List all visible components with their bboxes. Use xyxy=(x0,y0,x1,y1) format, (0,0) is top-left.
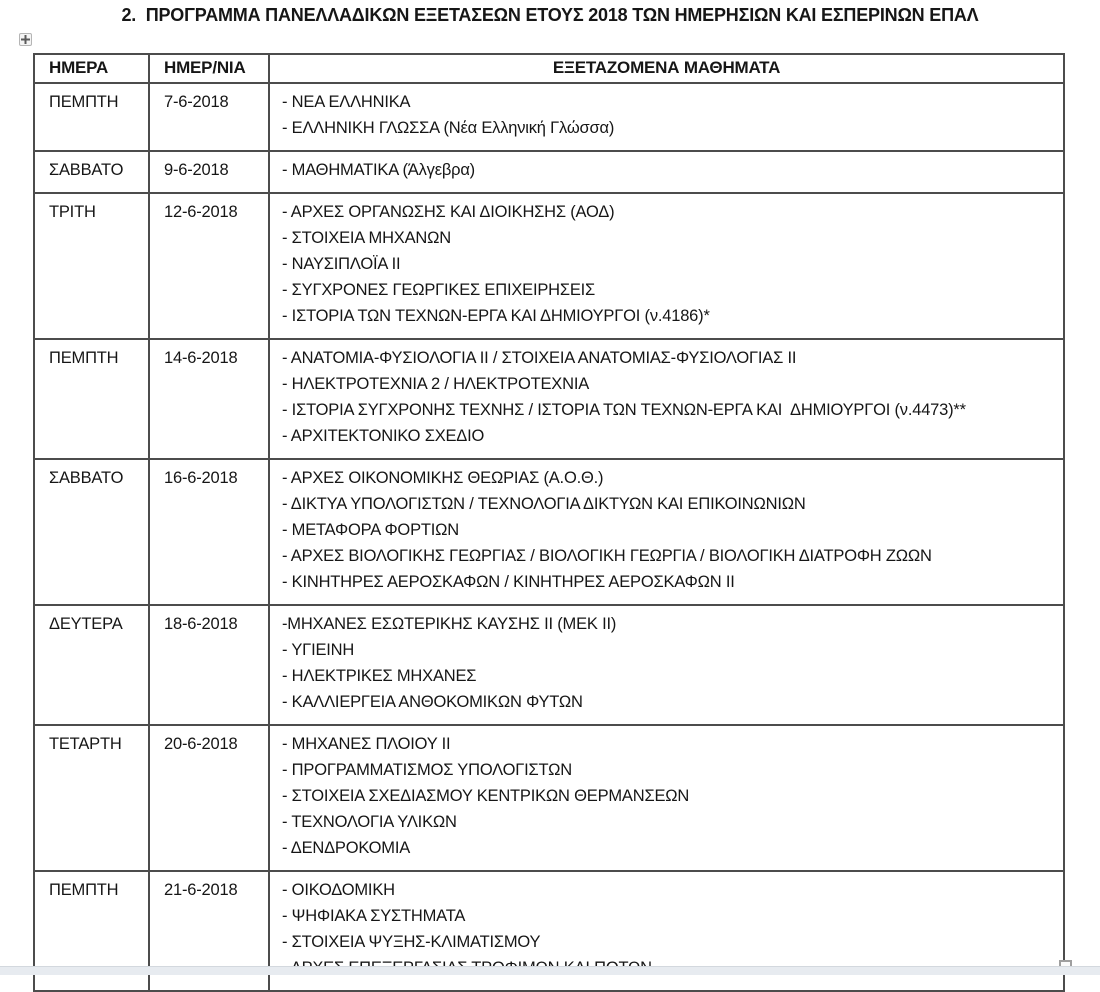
subject-line: - ΑΡΧΕΣ ΒΙΟΛΟΓΙΚΗΣ ΓΕΩΡΓΙΑΣ / ΒΙΟΛΟΓΙΚΗ ΓΕΩΡΓΙΑ / ΒΙΟΛΟΓΙΚΗ ΔΙΑΤΡΟΦΗ ΖΩΩΝ xyxy=(282,547,932,565)
subject-line: - ΣΤΟΙΧΕΙΑ ΜΗΧΑΝΩΝ xyxy=(282,229,451,247)
subject-line: - ΜΕΤΑΦΟΡΑ ΦΟΡΤΙΩΝ xyxy=(282,521,459,539)
subject-line: - ΑΡΧΕΣ ΟΡΓΑΝΩΣΗΣ ΚΑΙ ΔΙΟΙΚΗΣΗΣ (ΑΟΔ) xyxy=(282,203,615,221)
header-date: ΗΜΕΡ/ΝΙΑ xyxy=(149,54,269,83)
table-row xyxy=(34,151,1064,193)
day-cell: ΠΕΜΠΤΗ xyxy=(34,339,149,459)
subject-line: - ΙΣΤΟΡΙΑ ΤΩΝ ΤΕΧΝΩΝ-ΕΡΓΑ ΚΑΙ ΔΗΜΙΟΥΡΓΟΙ (ν.4186)* xyxy=(282,307,710,325)
header-day: ΗΜΕΡΑ xyxy=(34,54,149,83)
table-row xyxy=(34,193,1064,339)
subject-line: - ΣΤΟΙΧΕΙΑ ΣΧΕΔΙΑΣΜΟΥ ΚΕΝΤΡΙΚΩΝ ΘΕΡΜΑΝΣΕΩΝ xyxy=(282,787,690,805)
date-cell: 7-6-2018 xyxy=(149,83,269,151)
subject-line: - ΣΥΓΧΡΟΝΕΣ ΓΕΩΡΓΙΚΕΣ ΕΠΙΧΕΙΡΗΣΕΙΣ xyxy=(282,281,596,299)
subject-line: -ΜΗΧΑΝΕΣ ΕΣΩΤΕΡΙΚΗΣ ΚΑΥΣΗΣ ΙΙ (ΜΕΚ ΙΙ) xyxy=(282,615,617,633)
horizontal-scrollbar-track[interactable] xyxy=(0,966,1100,975)
day-cell: ΔΕΥΤΕΡΑ xyxy=(34,605,149,725)
subjects-cell xyxy=(269,459,1064,605)
day-cell: ΣΑΒΒΑΤΟ xyxy=(34,151,149,193)
table-row xyxy=(34,725,1064,871)
table-row xyxy=(34,459,1064,605)
date-cell: 21-6-2018 xyxy=(149,871,269,991)
day-cell: ΤΕΤΑΡΤΗ xyxy=(34,725,149,871)
subject-line: - ΝΕΑ ΕΛΛΗΝΙΚΑ xyxy=(282,93,411,111)
subject-line: - ΠΡΟΓΡΑΜΜΑΤΙΣΜΟΣ ΥΠΟΛΟΓΙΣΤΩΝ xyxy=(282,761,572,779)
date-cell: 20-6-2018 xyxy=(149,725,269,871)
subjects-cell xyxy=(269,151,1064,193)
subject-line: - ΤΕΧΝΟΛΟΓΙΑ ΥΛΙΚΩΝ xyxy=(282,813,457,831)
subject-line: - ΑΡΧΙΤΕΚΤΟΝΙΚΟ ΣΧΕΔΙΟ xyxy=(282,427,485,445)
subject-line: - ΣΤΟΙΧΕΙΑ ΨΥΞΗΣ-ΚΛΙΜΑΤΙΣΜΟΥ xyxy=(282,933,541,951)
day-cell: ΠΕΜΠΤΗ xyxy=(34,83,149,151)
day-cell: ΣΑΒΒΑΤΟ xyxy=(34,459,149,605)
move-cross-icon xyxy=(21,31,30,49)
subjects-cell xyxy=(269,339,1064,459)
header-row xyxy=(34,54,1064,83)
subject-line: - ΔΙΚΤΥΑ ΥΠΟΛΟΓΙΣΤΩΝ / ΤΕΧΝΟΛΟΓΙΑ ΔΙΚΤΥΩΝ ΚΑΙ ΕΠΙΚΟΙΝΩΝΙΩΝ xyxy=(282,495,806,513)
date-cell: 16-6-2018 xyxy=(149,459,269,605)
subject-line: - ΥΓΙΕΙΝΗ xyxy=(282,641,355,659)
subjects-cell xyxy=(269,83,1064,151)
subject-line: - ΕΛΛΗΝΙΚΗ ΓΛΩΣΣΑ (Νέα Ελληνική Γλώσσα) xyxy=(282,119,615,137)
schedule-table-body xyxy=(34,83,1064,991)
subject-line: - ΔΕΝΔΡΟΚΟΜΙΑ xyxy=(282,839,411,857)
subject-line: - ΗΛΕΚΤΡΟΤΕΧΝΙΑ 2 / ΗΛΕΚΤΡΟΤΕΧΝΙΑ xyxy=(282,375,590,393)
subject-line: - ΜΑΘΗΜΑΤΙΚΑ (Άλγεβρα) xyxy=(282,161,475,179)
day-cell: ΠΕΜΠΤΗ xyxy=(34,871,149,991)
date-cell: 12-6-2018 xyxy=(149,193,269,339)
subject-line: - ΨΗΦΙΑΚΑ ΣΥΣΤΗΜΑΤΑ xyxy=(282,907,466,925)
table-move-handle[interactable] xyxy=(19,33,32,46)
table-row xyxy=(34,83,1064,151)
subject-line: - ΟΙΚΟΔΟΜΙΚΗ xyxy=(282,881,395,899)
subject-line: - ΑΡΧΕΣ ΟΙΚΟΝΟΜΙΚΗΣ ΘΕΩΡΙΑΣ (Α.Ο.Θ.) xyxy=(282,469,604,487)
subject-line: - ΚΑΛΛΙΕΡΓΕΙΑ ΑΝΘΟΚΟΜΙΚΩΝ ΦΥΤΩΝ xyxy=(282,693,583,711)
subjects-cell xyxy=(269,193,1064,339)
subjects-cell xyxy=(269,605,1064,725)
subject-line: - ΑΝΑΤΟΜΙΑ-ΦΥΣΙΟΛΟΓΙΑ ΙΙ / ΣΤΟΙΧΕΙΑ ΑΝΑΤΟΜΙΑΣ-ΦΥΣΙΟΛΟΓΙΑΣ ΙΙ xyxy=(282,349,797,367)
header-subjects: ΕΞΕΤΑΖΟΜΕΝΑ ΜΑΘΗΜΑΤΑ xyxy=(269,54,1064,83)
subject-line: - ΗΛΕΚΤΡΙΚΕΣ ΜΗΧΑΝΕΣ xyxy=(282,667,477,685)
table-row xyxy=(34,605,1064,725)
exam-schedule-table xyxy=(33,53,1065,992)
subject-line: - ΝΑΥΣΙΠΛΟΪΑ ΙΙ xyxy=(282,255,401,273)
subject-line: - ΙΣΤΟΡΙΑ ΣΥΓΧΡΟΝΗΣ ΤΕΧΝΗΣ / ΙΣΤΟΡΙΑ ΤΩΝ ΤΕΧΝΩΝ-ΕΡΓΑ ΚΑΙ ΔΗΜΙΟΥΡΓΟΙ (ν.4473)** xyxy=(282,401,966,419)
date-cell: 14-6-2018 xyxy=(149,339,269,459)
table-row xyxy=(34,339,1064,459)
page-title: 2. ΠΡΟΓΡΑΜΜΑ ΠΑΝΕΛΛΑΔΙΚΩΝ ΕΞΕΤΑΣΕΩΝ ΕΤΟΥΣ 2018 ΤΩΝ ΗΜΕΡΗΣΙΩΝ ΚΑΙ ΕΣΠΕΡΙΝΩΝ ΕΠΑΛ xyxy=(121,5,979,25)
subject-line: - ΜΗΧΑΝΕΣ ΠΛΟΙΟΥ ΙΙ xyxy=(282,735,451,753)
day-cell: ΤΡΙΤΗ xyxy=(34,193,149,339)
subjects-cell xyxy=(269,725,1064,871)
subject-line: - ΚΙΝΗΤΗΡΕΣ ΑΕΡΟΣΚΑΦΩΝ / ΚΙΝΗΤΗΡΕΣ ΑΕΡΟΣΚΑΦΩΝ ΙΙ xyxy=(282,573,735,591)
date-cell: 18-6-2018 xyxy=(149,605,269,725)
date-cell: 9-6-2018 xyxy=(149,151,269,193)
